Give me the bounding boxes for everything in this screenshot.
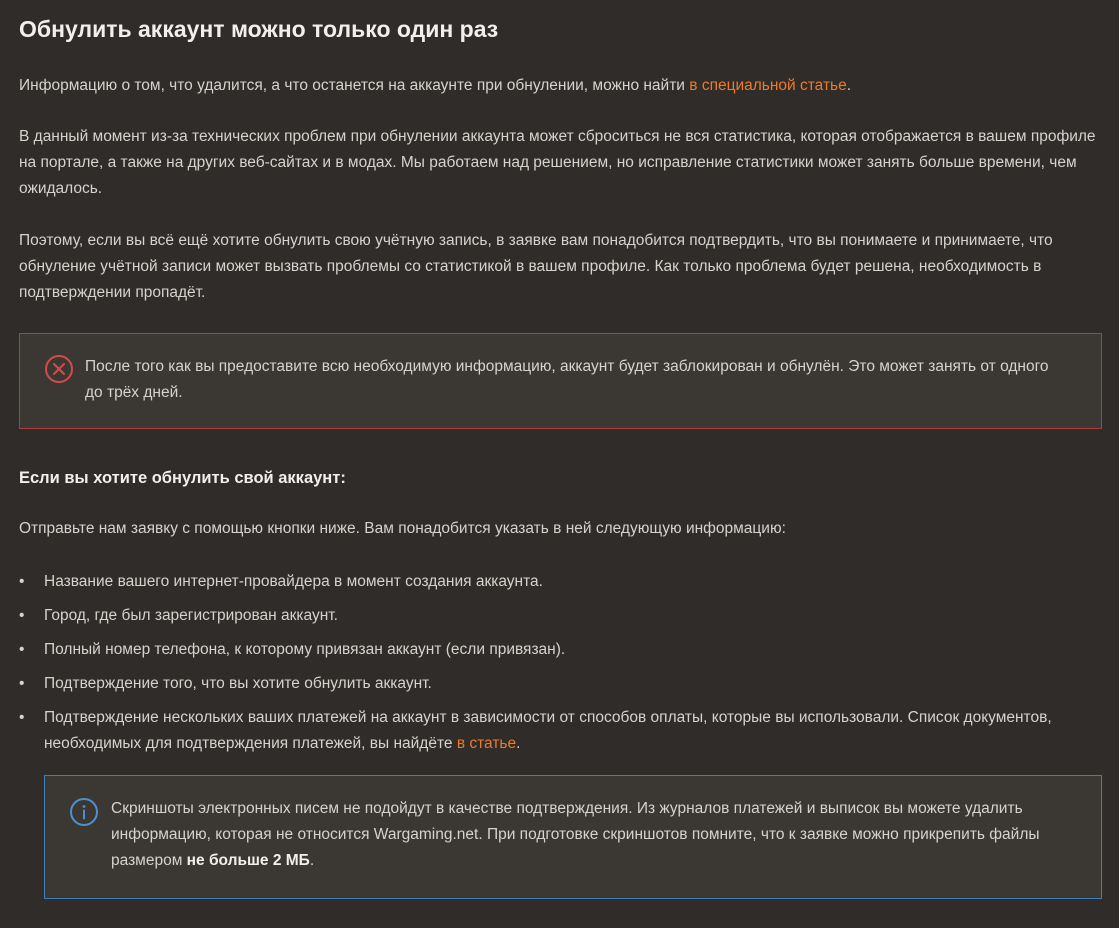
special-article-link[interactable]: в специальной статье — [689, 77, 847, 94]
bullet: • — [19, 709, 25, 726]
page-title: Обнулить аккаунт можно только один раз — [19, 16, 499, 42]
list-item — [19, 671, 1102, 697]
error-alert — [19, 333, 1102, 429]
intro-paragraph — [19, 73, 1102, 99]
list-item — [19, 603, 1102, 629]
payments-article-link[interactable]: в статье — [456, 735, 517, 752]
error-circle-x-icon — [44, 354, 74, 384]
section-heading: Если вы хотите обнулить свой аккаунт: — [19, 469, 346, 487]
info-alert — [44, 775, 1102, 899]
error-alert-text: После того как вы предоставите всю необходимую информацию, аккаунт будет заблокирован и обнулён. Это может занять от одного до трёх дней. — [85, 358, 1049, 401]
bullet: • — [19, 641, 25, 658]
info-circle-icon — [69, 797, 99, 827]
intro-end: . — [846, 77, 852, 94]
list-item-text: Подтверждение того, что вы хотите обнулить аккаунт. — [44, 675, 432, 692]
requirements-list — [19, 569, 1102, 757]
list-item-text: Полный номер телефона, к которому привязан аккаунт (если привязан). — [44, 641, 566, 658]
intro-text: Информацию о том, что удалится, а что останется на аккаунте при обнулении, можно найти — [19, 77, 690, 94]
info-alert-text — [111, 796, 1071, 874]
list-item — [19, 569, 1102, 595]
article-content — [19, 0, 1102, 899]
list-item-text: Название вашего интернет-провайдера в момент создания аккаунта. — [44, 573, 543, 590]
info-text: Скриншоты электронных писем не подойдут в качестве подтверждения. Из журналов платежей и выписок вы можете удалить информацию, которая не относится Wargaming.net. При подготовке скриншотов помните, что к заявке можно прикрепить файлы размером — [111, 800, 1040, 869]
list-item-text: Город, где был зарегистрирован аккаунт. — [44, 607, 338, 624]
section-intro: Отправьте нам заявку с помощью кнопки ниже. Вам понадобится указать в ней следующую информацию: — [19, 520, 786, 537]
list-item-text: Подтверждение нескольких ваших платежей на аккаунт в зависимости от способов оплаты, которые вы использовали. Список документов, необходимых для подтверждения платежей, вы найдёте — [44, 709, 1052, 752]
list-item — [19, 705, 1102, 757]
list-item — [19, 637, 1102, 663]
list-item-end: . — [516, 735, 521, 752]
bullet: • — [19, 607, 25, 624]
info-end: . — [309, 852, 315, 869]
stats-warning-paragraph: В данный момент из-за технических проблем при обнулении аккаунта может сброситься не вся статистика, которая отображается в вашем профиле на портале, а также на других веб-сайтах и в модах. Мы работаем над решением, но исправление статистики может занять больше времени, чем ожидалось. — [19, 128, 1096, 197]
file-size-limit: не больше 2 МБ — [186, 852, 310, 869]
bullet: • — [19, 675, 25, 692]
bullet: • — [19, 573, 25, 590]
confirmation-paragraph: Поэтому, если вы всё ещё хотите обнулить свою учётную запись, в заявке вам понадобится подтвердить, что вы понимаете и принимаете, что обнуление учётной записи может вызвать проблемы со статистикой в вашем профиле. Как только проблема будет решена, необходимость в подтверждении пропадёт. — [19, 232, 1053, 301]
